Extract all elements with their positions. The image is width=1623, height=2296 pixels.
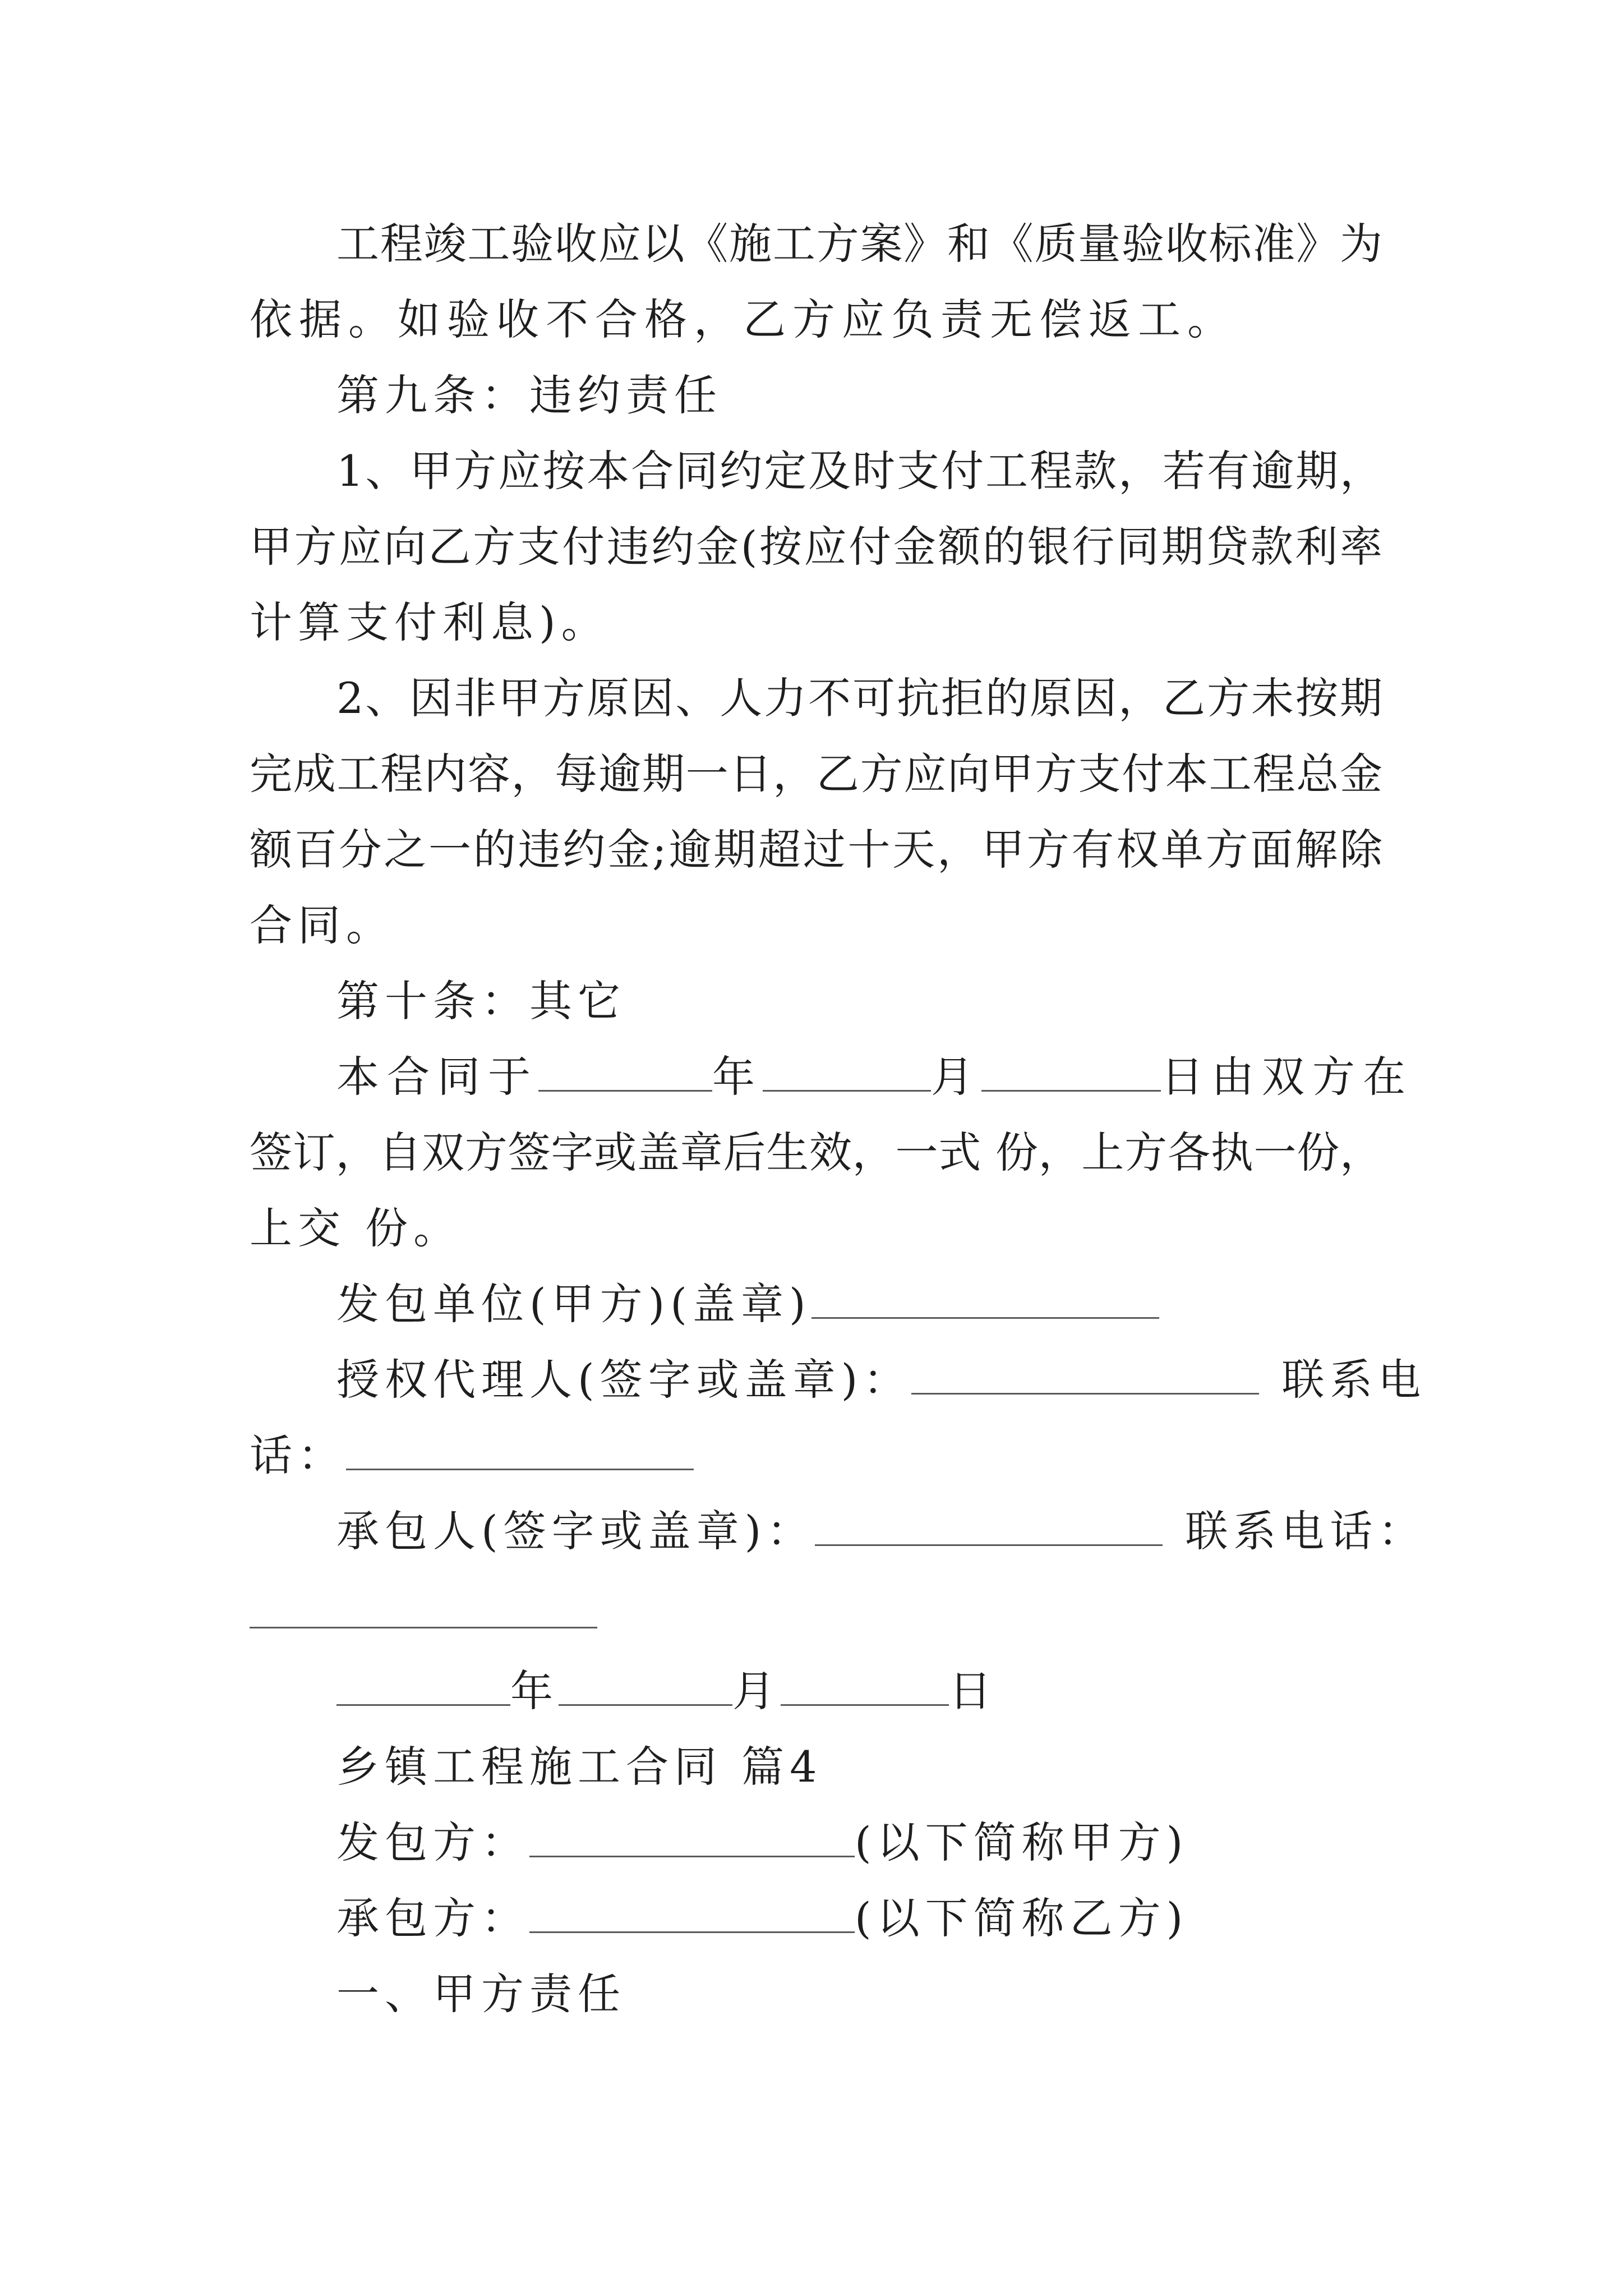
date-day-label: 日 (949, 1666, 997, 1716)
paragraph-line: 完成工程内容，每逾期一日，乙方应向甲方支付本工程总金 (250, 749, 1382, 799)
year-label: 年 (712, 1052, 763, 1102)
contractor-party-blank[interactable] (529, 1894, 855, 1933)
paragraph-line: 上交 份。 (250, 1203, 462, 1253)
employer-line (336, 1815, 1188, 1871)
date-year-label: 年 (510, 1666, 559, 1716)
paragraph-line: 2、因非甲方原因、人力不可抗拒的原因，乙方未按期 (336, 673, 1382, 723)
party-a-seal-blank[interactable] (811, 1280, 1159, 1319)
article-heading: 第九条：违约责任 (336, 370, 722, 420)
signing-date-line (336, 1049, 1413, 1105)
month-label: 月 (931, 1052, 981, 1102)
paragraph-line: 依据。如验收不合格，乙方应负责无偿返工。 (250, 295, 1237, 344)
paragraph-line: 计算支付利息)。 (250, 597, 610, 647)
paragraph-line: 签订，自双方签字或盖章后生效，一式 份，上方各执一份， (250, 1128, 1382, 1177)
paragraph-line: 额百分之一的违约金;逾期超过十天，甲方有权单方面解除 (250, 825, 1382, 875)
agent-line (336, 1352, 1426, 1408)
contractor-sign-line (336, 1503, 1426, 1559)
date-year-blank[interactable] (336, 1667, 510, 1706)
month-blank[interactable] (763, 1053, 931, 1092)
agent-contact-line (250, 1428, 694, 1484)
paragraph-line: 甲方应向乙方支付违约金(按应付金额的银行同期贷款利率 (250, 522, 1382, 572)
contractor-party-label: 承包方： (336, 1893, 529, 1943)
date-day-blank[interactable] (781, 1667, 949, 1706)
contractor-phone-blank[interactable] (250, 1627, 597, 1628)
contact-label-cont: 话： (250, 1430, 346, 1480)
signing-suffix: 日由双方在 (1161, 1052, 1413, 1102)
contractor-party-note: (以下简称乙方) (855, 1893, 1189, 1943)
party-a-seal-label: 发包单位(甲方)(盖章) (336, 1279, 811, 1329)
year-blank[interactable] (538, 1053, 712, 1092)
section-title: 乡镇工程施工合同 篇4 (336, 1742, 823, 1792)
date-month-label: 月 (732, 1666, 781, 1716)
contractor-contact-label: 联系电话： (1185, 1506, 1427, 1556)
contractor-label: 承包人(签字或盖章)： (336, 1506, 815, 1556)
paragraph-line: 工程竣工验收应以《施工方案》和《质量验收标准》为 (336, 219, 1382, 269)
article-heading: 第十条：其它 (336, 976, 626, 1026)
signing-prefix: 本合同于 (336, 1052, 538, 1102)
agent-phone-blank[interactable] (346, 1432, 694, 1470)
party-a-seal-line (336, 1276, 1159, 1332)
contact-label: 联系电 (1281, 1355, 1427, 1405)
agent-label: 授权代理人(签字或盖章)： (336, 1355, 912, 1405)
date-month-blank[interactable] (559, 1667, 732, 1706)
paragraph-line: 合同。 (250, 900, 394, 950)
paragraph-line: 1、甲方应按本合同约定及时支付工程款，若有逾期， (336, 446, 1382, 496)
employer-label: 发包方： (336, 1818, 529, 1867)
date-line (336, 1663, 997, 1719)
contractor-sign-blank[interactable] (815, 1507, 1163, 1546)
contractor-party-line (336, 1890, 1188, 1947)
duty-heading: 一、甲方责任 (336, 1969, 626, 2019)
employer-blank[interactable] (529, 1819, 855, 1857)
employer-note: (以下简称甲方) (855, 1818, 1189, 1867)
day-blank[interactable] (981, 1053, 1161, 1092)
agent-blank[interactable] (911, 1356, 1259, 1395)
